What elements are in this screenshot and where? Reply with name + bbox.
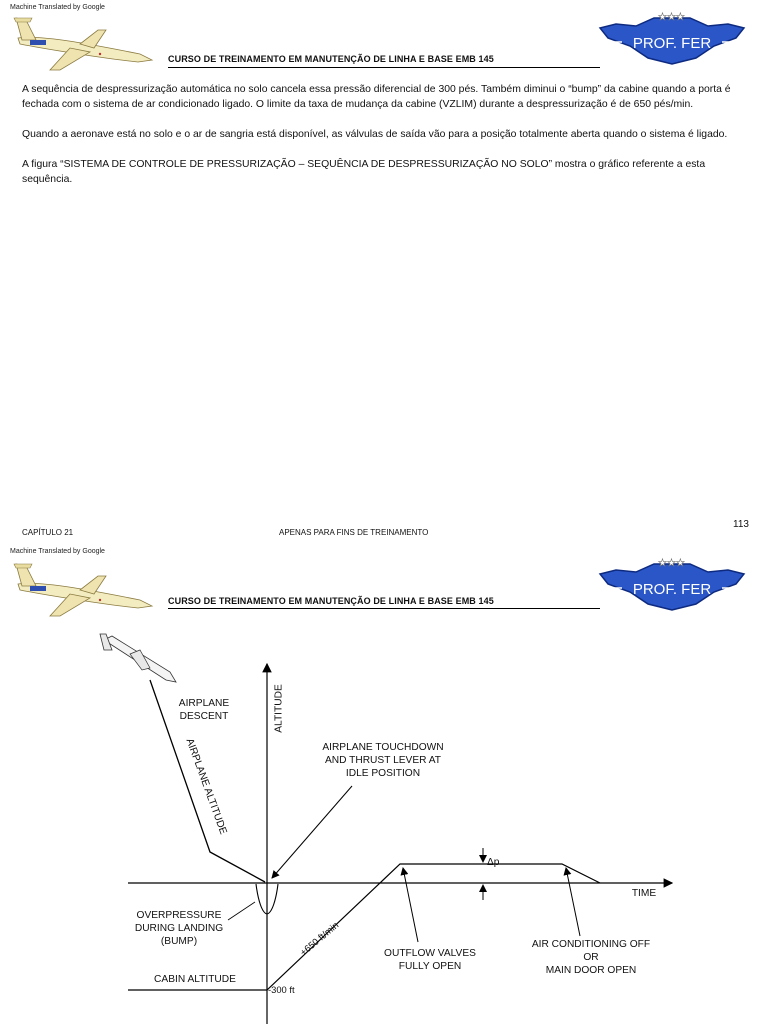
label-touchdown: AIRPLANE TOUCHDOWN AND THRUST LEVER AT IDLE POSITION <box>322 742 444 779</box>
footer-chapter: CAPÍTULO 21 <box>22 528 74 537</box>
page-number: 113 <box>733 519 749 530</box>
label-cabin-altitude: CABIN ALTITUDE <box>154 974 236 985</box>
svg-text:★★★: ★★★ <box>658 12 685 23</box>
label-altitude-axis: ALTITUDE <box>273 684 285 733</box>
descending-airplane-icon <box>100 634 176 682</box>
label-time-axis: TIME <box>631 888 657 899</box>
label-minus-300: -300 ft <box>268 984 295 995</box>
label-overpressure: OVERPRESSURE DURING LANDING (BUMP) <box>134 910 224 947</box>
paragraph-3: A figura “SISTEMA DE CONTROLE DE PRESSURIZAÇÃO – SEQUÊNCIA DE DESPRESSURIZAÇÃO NO SOLO” mostra o gráfico referente a esta sequência. <box>22 159 706 185</box>
touchdown-arrow <box>272 786 352 878</box>
air-conditioning-arrow <box>566 868 580 936</box>
label-air-conditioning: AIR CONDITIONING OFF OR MAIN DOOR OPEN <box>531 939 651 976</box>
label-outflow: OUTFLOW VALVES FULLY OPEN <box>384 948 476 972</box>
label-airplane-altitude: AIRPLANE ALTITUDE <box>183 737 229 836</box>
paragraph-1: A sequência de despressurização automática no solo cancela essa pressão diferencial de 300 pés. Também diminui o “bump” da cabine quando a porta é fechada com o sistema de ar condicionado ligado. O limite da taxa de mudança da cabine (VZLIM) durante a despressurização é de 650 pés/min. <box>22 84 731 110</box>
course-title-2: CURSO DE TREINAMENTO EM MANUTENÇÃO DE LINHA E BASE EMB 145 <box>168 596 494 606</box>
machine-translated-note-2: Machine Translated by Google <box>10 548 105 555</box>
footer-notice: APENAS PARA FINS DE TREINAMENTO <box>279 528 429 537</box>
label-airplane-descent: AIRPLANE DESCENT <box>178 698 230 722</box>
paragraph-2: Quando a aeronave está no solo e o ar de sangria está disponível, as válvulas de saída vão para a posição totalmente aberta quando o sistema é ligado. <box>22 129 728 140</box>
outflow-arrow <box>403 868 418 942</box>
machine-translated-note: Machine Translated by Google <box>10 4 105 11</box>
badge-text: PROF. FER <box>632 35 712 52</box>
badge-text-2: PROF. FER <box>632 581 712 598</box>
svg-text:★★★: ★★★ <box>658 558 685 569</box>
label-delta-p: Δp <box>487 857 500 868</box>
course-title: CURSO DE TREINAMENTO EM MANUTENÇÃO DE LINHA E BASE EMB 145 <box>168 54 494 64</box>
label-rate: +650 ft/min <box>297 919 341 958</box>
